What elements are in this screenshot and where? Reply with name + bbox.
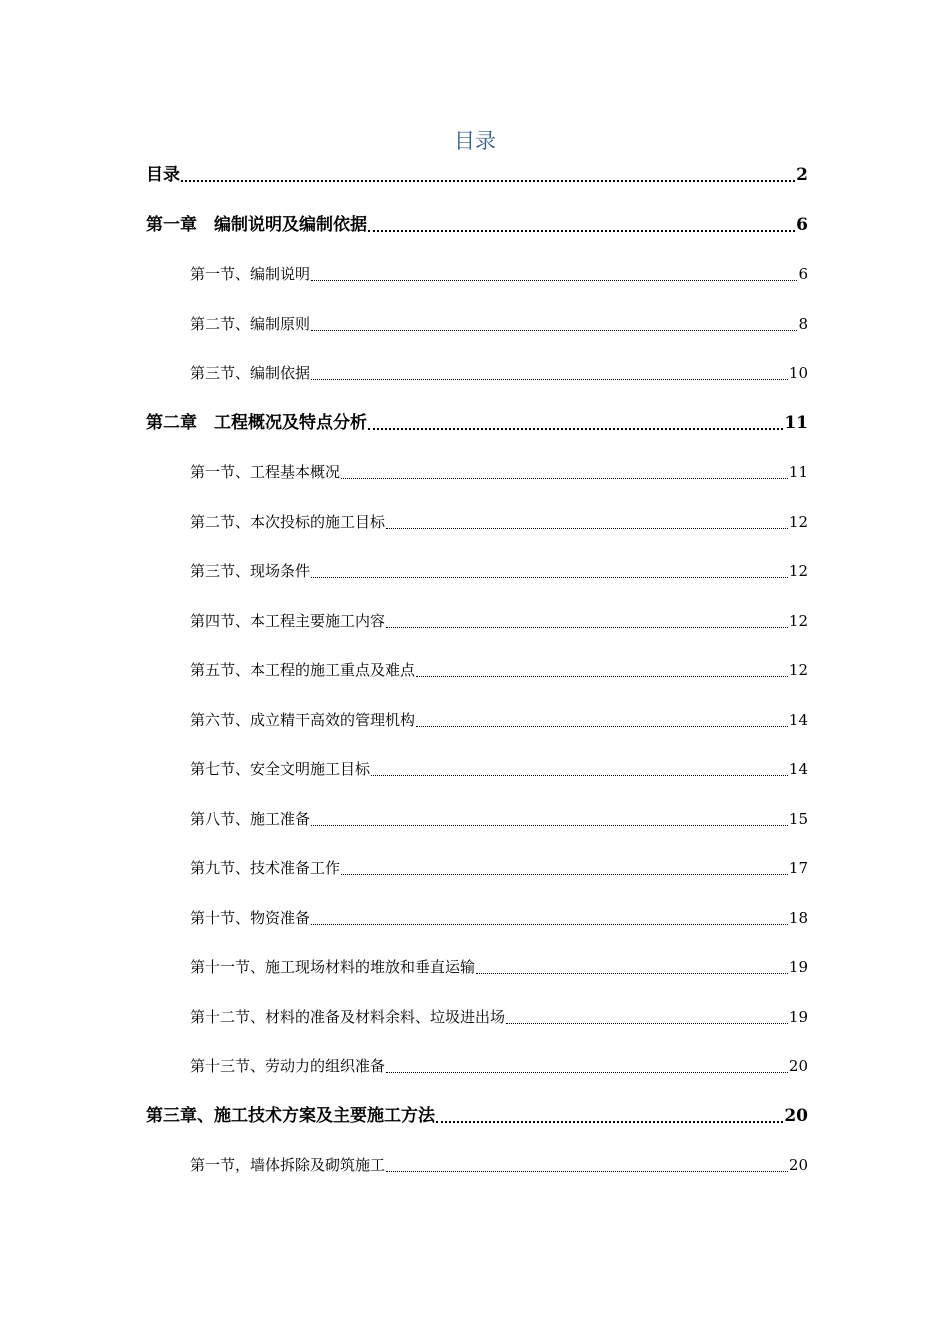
toc-dot-leader xyxy=(416,676,788,677)
toc-entry-label: 第十节、物资准备 xyxy=(190,909,311,927)
toc-page-number: 8 xyxy=(798,315,808,333)
toc-page-number: 11 xyxy=(784,413,808,433)
toc-section-entry[interactable] xyxy=(190,309,808,337)
toc-page-number: 2 xyxy=(796,165,808,185)
toc-dot-leader xyxy=(368,230,795,232)
toc-entry-label: 第十三节、劳动力的组织准备 xyxy=(190,1057,386,1075)
toc-page-number: 19 xyxy=(788,958,808,976)
toc-dot-leader xyxy=(368,428,783,430)
toc-entry-label: 第四节、本工程主要施工内容 xyxy=(190,612,386,630)
toc-dot-leader xyxy=(386,528,788,529)
toc-dot-leader xyxy=(341,478,788,479)
toc-entry-label: 第十一节、施工现场材料的堆放和垂直运输 xyxy=(190,958,476,976)
toc-page-number: 18 xyxy=(788,909,808,927)
toc-section-entry[interactable] xyxy=(190,606,808,634)
toc-section-entry[interactable] xyxy=(190,507,808,535)
toc-chapter-entry[interactable] xyxy=(146,1101,808,1129)
toc-entry-label: 第三节、编制依据 xyxy=(190,364,311,382)
toc-entry-label: 第一节，墙体拆除及砌筑施工 xyxy=(190,1156,386,1174)
toc-page-number: 12 xyxy=(788,612,808,630)
toc-entry-label: 第一章 编制说明及编制依据 xyxy=(146,215,367,235)
toc-entry-label: 第二章 工程概况及特点分析 xyxy=(146,413,367,433)
toc-page-number: 12 xyxy=(788,562,808,580)
toc-dot-leader xyxy=(311,577,788,578)
toc-entry-label: 第六节、成立精干高效的管理机构 xyxy=(190,711,416,729)
toc-dot-leader xyxy=(386,1072,788,1073)
toc-dot-leader xyxy=(436,1121,783,1123)
toc-entry-label: 第三节、现场条件 xyxy=(190,562,311,580)
toc-section-entry[interactable] xyxy=(190,655,808,683)
toc-section-entry[interactable] xyxy=(190,1150,808,1178)
toc-entry-label: 第七节、安全文明施工目标 xyxy=(190,760,371,778)
toc-page-number: 19 xyxy=(788,1008,808,1026)
toc-page-number: 14 xyxy=(788,760,808,778)
toc-page-number: 20 xyxy=(788,1057,808,1075)
toc-page-number: 12 xyxy=(788,513,808,531)
toc-entry-label: 第二节、本次投标的施工目标 xyxy=(190,513,386,531)
toc-dot-leader xyxy=(386,1171,788,1172)
toc-entry-label: 第一节、编制说明 xyxy=(190,265,311,283)
toc-page-number: 11 xyxy=(788,463,808,481)
toc-entry-label: 第三章、施工技术方案及主要施工方法 xyxy=(146,1106,435,1126)
toc-section-entry[interactable] xyxy=(190,1051,808,1079)
toc-dot-leader xyxy=(311,379,788,380)
toc-section-entry[interactable] xyxy=(190,358,808,386)
toc-section-entry[interactable] xyxy=(190,952,808,980)
toc-page-number: 17 xyxy=(788,859,808,877)
toc-entry-label: 目录 xyxy=(146,165,180,185)
toc-page-number: 20 xyxy=(784,1106,808,1126)
toc-page-number: 12 xyxy=(788,661,808,679)
toc-dot-leader xyxy=(311,924,788,925)
toc-section-entry[interactable] xyxy=(190,705,808,733)
toc-dot-leader xyxy=(181,180,795,182)
toc-dot-leader xyxy=(506,1023,788,1024)
toc-dot-leader xyxy=(311,825,788,826)
toc-entry-label: 第五节、本工程的施工重点及难点 xyxy=(190,661,416,679)
toc-page-number: 10 xyxy=(788,364,808,382)
toc-dot-leader xyxy=(386,627,788,628)
toc-page-number: 15 xyxy=(788,810,808,828)
toc-page-number: 14 xyxy=(788,711,808,729)
toc-entry-label: 第八节、施工准备 xyxy=(190,810,311,828)
toc-section-entry[interactable] xyxy=(190,1002,808,1030)
toc-section-entry[interactable] xyxy=(190,903,808,931)
toc-page-number: 6 xyxy=(796,215,808,235)
toc-dot-leader xyxy=(311,280,797,281)
toc-section-entry[interactable] xyxy=(190,556,808,584)
toc-section-entry[interactable] xyxy=(190,853,808,881)
toc-section-entry[interactable] xyxy=(190,804,808,832)
toc-chapter-entry[interactable] xyxy=(146,408,808,436)
toc-page-number: 6 xyxy=(798,265,808,283)
toc-dot-leader xyxy=(476,973,788,974)
toc-dot-leader xyxy=(371,775,788,776)
toc-page-number: 20 xyxy=(788,1156,808,1174)
toc-dot-leader xyxy=(311,330,797,331)
toc-section-entry[interactable] xyxy=(190,754,808,782)
toc-entry-label: 第十二节、材料的准备及材料余料、垃圾进出场 xyxy=(190,1008,506,1026)
toc-dot-leader xyxy=(341,874,788,875)
toc-section-entry[interactable] xyxy=(190,259,808,287)
toc-section-entry[interactable] xyxy=(190,457,808,485)
toc-chapter-entry[interactable] xyxy=(146,160,808,188)
toc-dot-leader xyxy=(416,726,788,727)
toc-entry-label: 第九节、技术准备工作 xyxy=(190,859,341,877)
toc-chapter-entry[interactable] xyxy=(146,210,808,238)
toc-title: 目录 xyxy=(454,129,496,153)
toc-entry-label: 第一节、工程基本概况 xyxy=(190,463,341,481)
toc-entry-label: 第二节、编制原则 xyxy=(190,315,311,333)
